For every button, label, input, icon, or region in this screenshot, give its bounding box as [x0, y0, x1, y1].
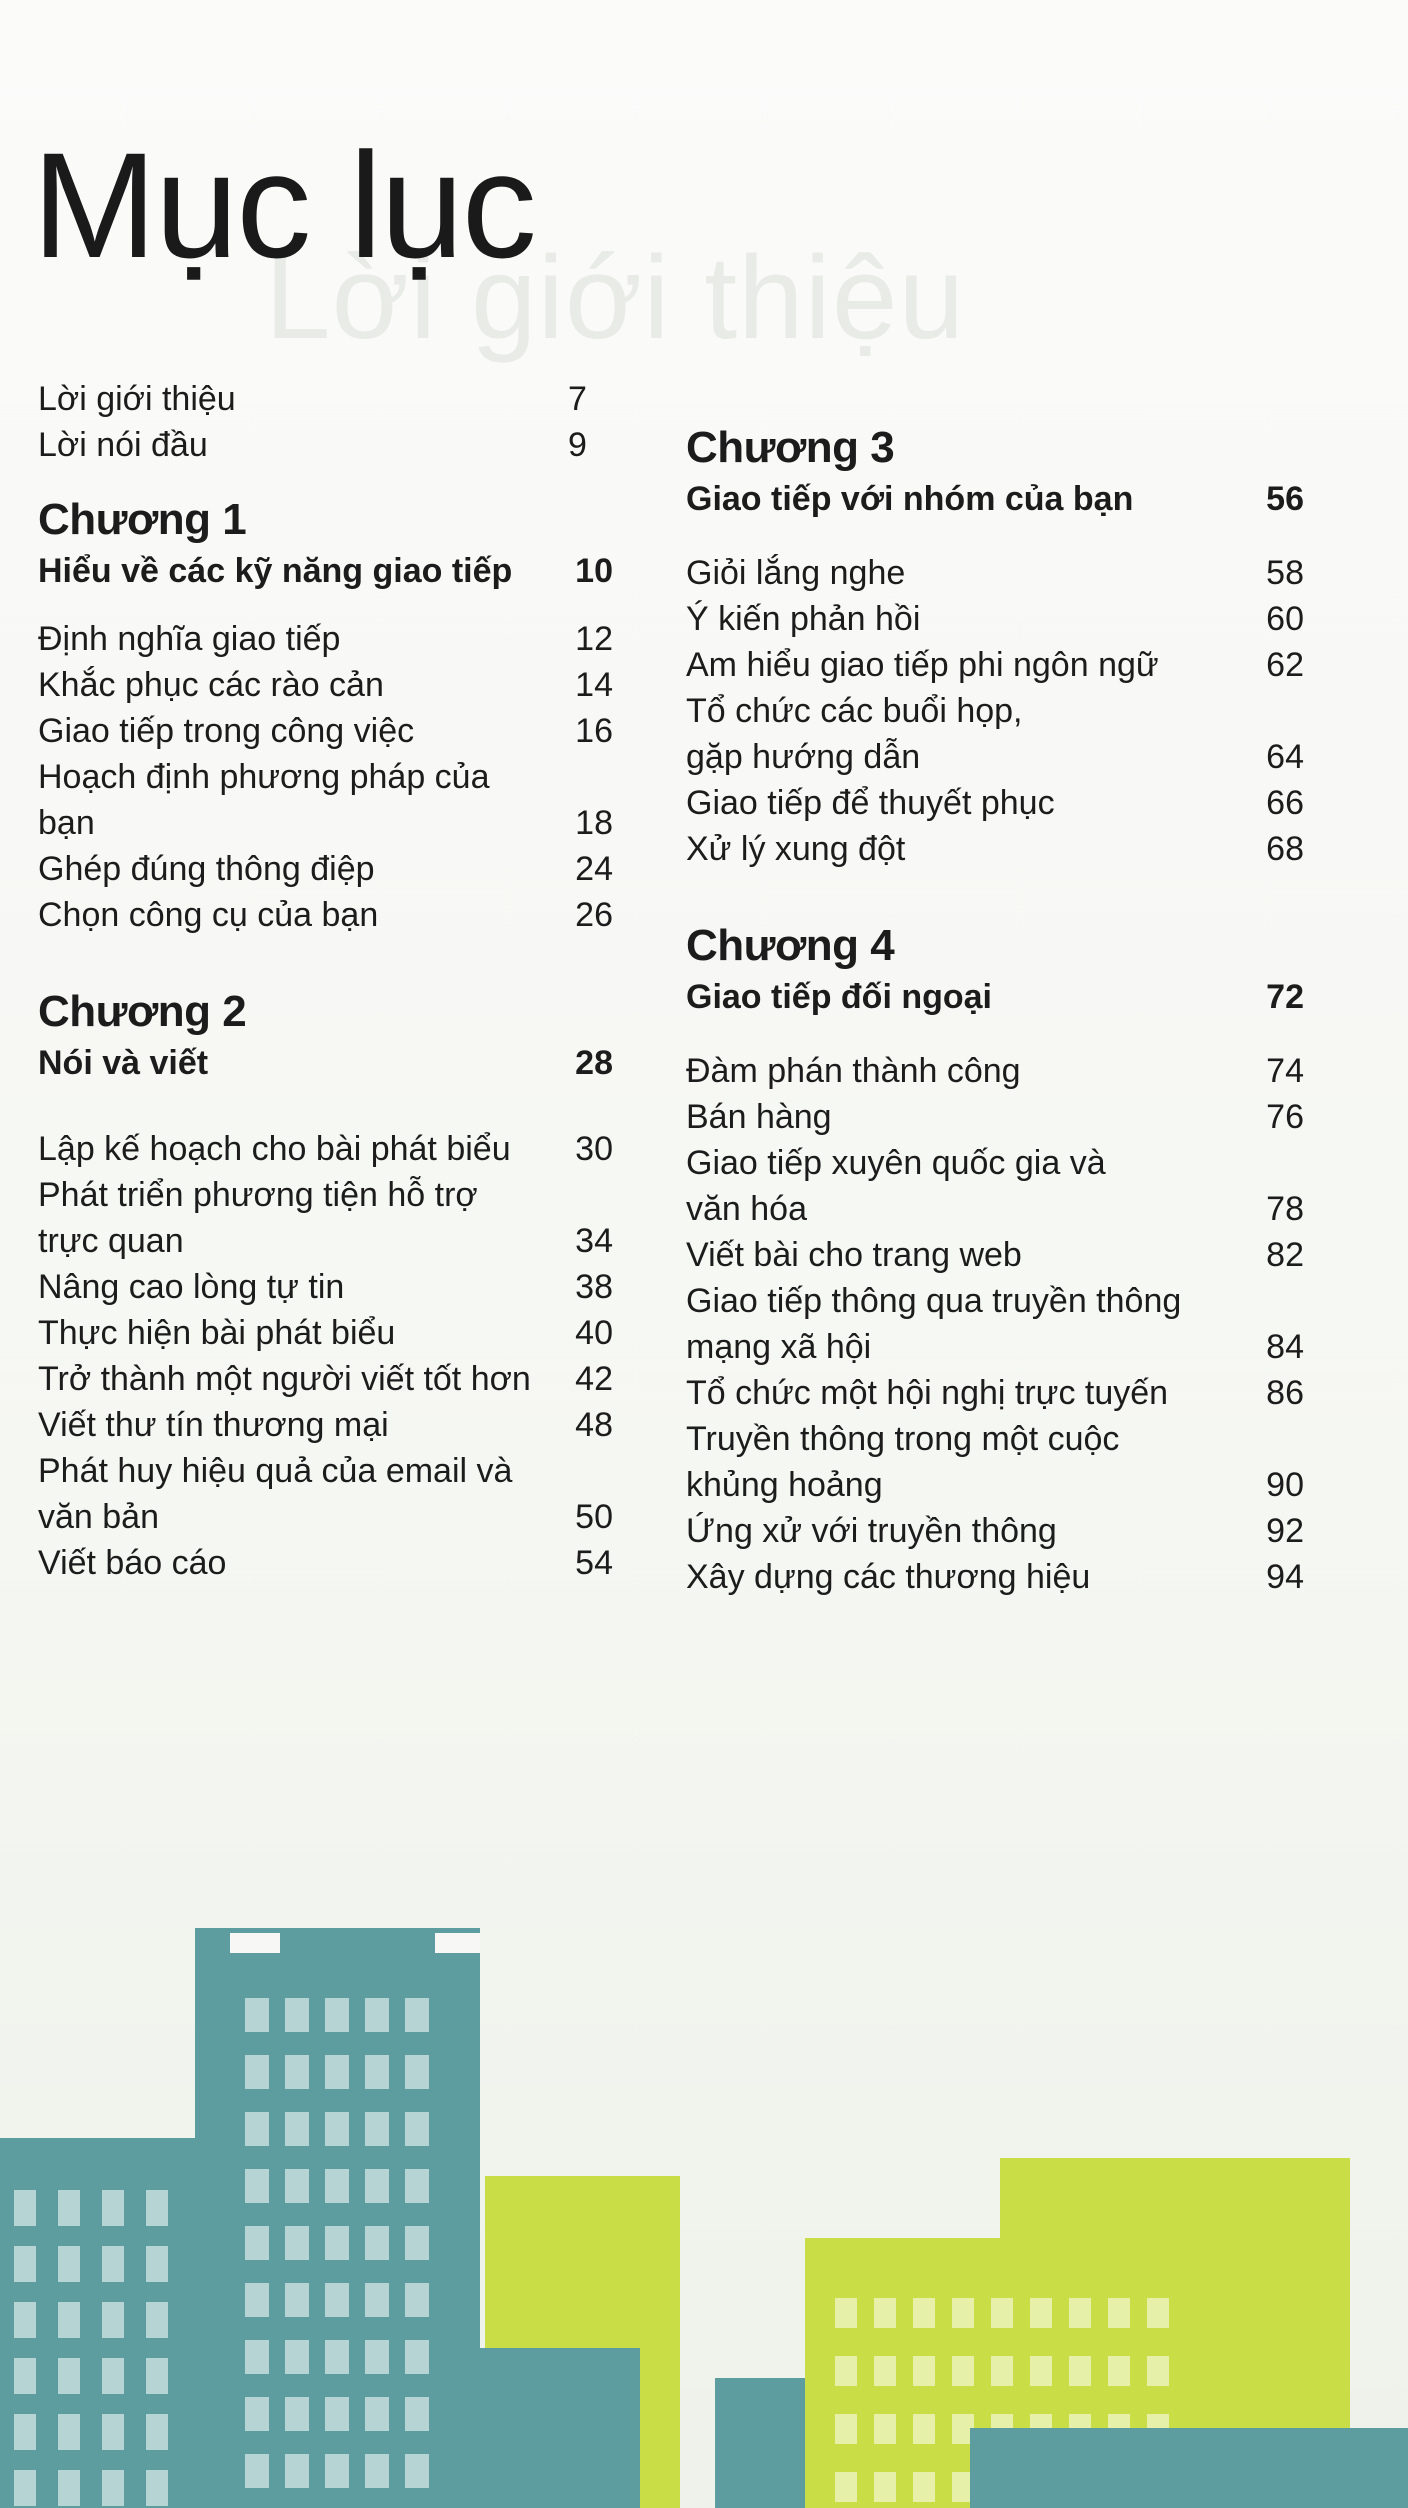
chapter-title-entry[interactable]	[686, 476, 1304, 522]
toc-entry-label: Ứng xử với truyền thông	[686, 1512, 1057, 1550]
window	[1147, 2356, 1169, 2386]
window	[1030, 2356, 1052, 2386]
toc-entry-page: 34	[575, 1222, 613, 1260]
toc-right-column	[686, 420, 1304, 1600]
toc-entry[interactable]	[686, 1416, 1304, 1462]
window	[874, 2298, 896, 2328]
toc-entry[interactable]	[686, 734, 1304, 780]
window	[102, 2358, 124, 2394]
toc-entry-page: 38	[575, 1268, 613, 1306]
toc-entry[interactable]	[686, 1554, 1304, 1600]
window	[913, 2356, 935, 2386]
toc-entry-label: Lời nói đầu	[38, 426, 208, 464]
toc-entry-label: Lời giới thiệu	[38, 380, 236, 418]
toc-entry[interactable]	[38, 892, 613, 938]
toc-entry-page: 42	[575, 1360, 613, 1398]
window	[405, 2283, 429, 2317]
city-skyline-illustration	[0, 1908, 1408, 2508]
chapter-heading: Chương 4	[686, 921, 895, 970]
toc-entry-label: Chọn công cụ của bạn	[38, 896, 379, 934]
toc-entry-label: Giao tiếp trong công việc	[38, 712, 415, 750]
toc-entry[interactable]	[38, 1310, 613, 1356]
toc-entry-label: Tổ chức các buổi họp,	[686, 692, 1023, 730]
window	[405, 1998, 429, 2032]
window	[835, 2298, 857, 2328]
toc-left-column	[38, 376, 613, 1586]
window	[874, 2356, 896, 2386]
toc-entry-label: Thực hiện bài phát biểu	[38, 1314, 396, 1352]
window	[913, 2472, 935, 2502]
toc-entry[interactable]	[38, 754, 613, 846]
window	[245, 2397, 269, 2431]
toc-entry-page: 12	[575, 620, 613, 658]
window	[245, 1998, 269, 2032]
toc-entry[interactable]	[686, 780, 1304, 826]
window	[874, 2472, 896, 2502]
window	[285, 2340, 309, 2374]
window	[325, 2055, 349, 2089]
toc-entry[interactable]	[686, 1370, 1304, 1416]
window	[245, 2283, 269, 2317]
toc-entry-label: Giao tiếp xuyên quốc gia và	[686, 1144, 1106, 1182]
toc-entry-page: 78	[1266, 1190, 1304, 1228]
toc-entry-label: Am hiểu giao tiếp phi ngôn ngữ	[686, 646, 1159, 684]
toc-entry-label: Viết bài cho trang web	[686, 1236, 1022, 1274]
chapter-1	[38, 492, 613, 938]
chapter-4	[686, 918, 1304, 1600]
window	[1108, 2298, 1130, 2328]
window	[952, 2356, 974, 2386]
window	[405, 2112, 429, 2146]
toc-entry-page: 94	[1266, 1558, 1304, 1596]
window	[991, 2356, 1013, 2386]
toc-entry-page: 16	[575, 712, 613, 750]
toc-entry[interactable]	[686, 642, 1304, 688]
toc-entry-label: Trở thành một người viết tốt hơn	[38, 1360, 531, 1398]
window	[365, 2454, 389, 2488]
page-title: Mục lục	[32, 121, 535, 289]
window	[285, 2169, 309, 2203]
chapter-title-page: 28	[575, 1044, 613, 1082]
toc-entry-label: Hoạch định phương pháp của bạn	[38, 758, 490, 842]
window	[285, 2283, 309, 2317]
toc-entry-page: 82	[1266, 1236, 1304, 1274]
window	[102, 2470, 124, 2506]
window	[365, 2397, 389, 2431]
toc-entry-label: gặp hướng dẫn	[686, 738, 921, 776]
toc-entry-label: Nâng cao lòng tự tin	[38, 1268, 345, 1306]
window	[285, 2055, 309, 2089]
window	[835, 2472, 857, 2502]
building-far-left	[0, 2138, 200, 2508]
window	[146, 2470, 168, 2506]
toc-entry-label: Giỏi lắng nghe	[686, 554, 906, 592]
window	[245, 2055, 269, 2089]
window	[1030, 2298, 1052, 2328]
window	[102, 2246, 124, 2282]
toc-entry[interactable]	[38, 662, 613, 708]
toc-entry-page: 48	[575, 1406, 613, 1444]
window	[58, 2302, 80, 2338]
toc-entry-label: Đàm phán thành công	[686, 1052, 1021, 1090]
window	[913, 2414, 935, 2444]
window	[952, 2298, 974, 2328]
chapter-3	[686, 420, 1304, 872]
toc-entry[interactable]	[38, 1494, 613, 1540]
window	[365, 2112, 389, 2146]
toc-entry[interactable]	[686, 1140, 1304, 1186]
toc-entry[interactable]	[686, 1048, 1304, 1094]
toc-entry[interactable]	[38, 422, 613, 468]
toc-entry-page: 62	[1266, 646, 1304, 684]
toc-entry-page: 74	[1266, 1052, 1304, 1090]
toc-entry-label: Viết thư tín thương mại	[38, 1406, 389, 1444]
window	[1069, 2298, 1091, 2328]
toc-entry-page: 92	[1266, 1512, 1304, 1550]
window	[325, 2112, 349, 2146]
toc-entry[interactable]	[686, 1508, 1304, 1554]
window	[405, 2340, 429, 2374]
toc-entry-label: Ý kiến phản hồi	[686, 600, 921, 638]
toc-entry-label: văn hóa	[686, 1190, 807, 1228]
toc-entry-label: Phát huy hiệu quả của email và	[38, 1452, 513, 1490]
window	[913, 2298, 935, 2328]
window	[14, 2358, 36, 2394]
toc-entry[interactable]	[686, 1094, 1304, 1140]
window	[285, 1998, 309, 2032]
toc-entry-page: 68	[1266, 830, 1304, 868]
toc-entry[interactable]	[686, 688, 1304, 734]
ghost-heading-bleedthrough: Lời giới thiệu	[265, 232, 966, 364]
toc-entry[interactable]	[38, 1540, 613, 1586]
toc-entry-page: 40	[575, 1314, 613, 1352]
window	[835, 2414, 857, 2444]
window	[58, 2470, 80, 2506]
toc-entry-page: 9	[568, 426, 587, 464]
window	[325, 2169, 349, 2203]
toc-entry-label: Bán hàng	[686, 1098, 832, 1136]
window	[405, 2226, 429, 2260]
toc-entry-label: Lập kế hoạch cho bài phát biểu	[38, 1130, 511, 1168]
window	[146, 2190, 168, 2226]
building-teal-bottom-right	[970, 2428, 1408, 2508]
window	[245, 2226, 269, 2260]
window	[245, 2454, 269, 2488]
window	[365, 2055, 389, 2089]
toc-entry-page: 54	[575, 1544, 613, 1582]
toc-entry-page: 50	[575, 1498, 613, 1536]
chapter-heading: Chương 3	[686, 423, 895, 472]
toc-entry-page: 24	[575, 850, 613, 888]
window	[245, 2340, 269, 2374]
chapter-title: Giao tiếp đối ngoại	[686, 978, 992, 1016]
toc-entry-label: Khắc phục các rào cản	[38, 666, 384, 704]
toc-entry-page: 84	[1266, 1328, 1304, 1366]
toc-entry-label: Ghép đúng thông điệp	[38, 850, 375, 888]
toc-entry[interactable]	[38, 616, 613, 662]
window	[102, 2302, 124, 2338]
toc-entry[interactable]	[686, 596, 1304, 642]
window	[991, 2298, 1013, 2328]
window	[325, 2226, 349, 2260]
toc-entry-page: 7	[568, 380, 587, 418]
building-tall-left	[195, 1928, 480, 2508]
chapter-heading: Chương 2	[38, 987, 247, 1036]
toc-entry[interactable]	[38, 1264, 613, 1310]
window	[14, 2302, 36, 2338]
window	[1108, 2356, 1130, 2386]
window	[58, 2246, 80, 2282]
toc-entry[interactable]	[686, 1186, 1304, 1232]
toc-entry[interactable]	[686, 1324, 1304, 1370]
window	[146, 2246, 168, 2282]
toc-entry-page: 14	[575, 666, 613, 704]
window	[285, 2112, 309, 2146]
chapter-title-page: 56	[1266, 480, 1304, 518]
window	[58, 2414, 80, 2450]
toc-entry-label: Viết báo cáo	[38, 1544, 227, 1582]
toc-entry[interactable]	[38, 1356, 613, 1402]
window	[146, 2358, 168, 2394]
toc-entry[interactable]	[686, 550, 1304, 596]
toc-entry[interactable]	[38, 1126, 613, 1172]
window	[285, 2226, 309, 2260]
chapter-title-page: 10	[575, 552, 613, 590]
window	[405, 2454, 429, 2488]
chapter-title-page: 72	[1266, 978, 1304, 1016]
toc-entry-label: trực quan	[38, 1222, 184, 1260]
chapter-title: Hiểu về các kỹ năng giao tiếp	[38, 552, 513, 590]
toc-entry[interactable]	[686, 1232, 1304, 1278]
window	[405, 2055, 429, 2089]
chapter-title-entry[interactable]	[38, 1040, 613, 1086]
toc-entry-label: mạng xã hội	[686, 1328, 872, 1366]
toc-entry-label: Xây dựng các thương hiệu	[686, 1558, 1091, 1596]
window	[285, 2454, 309, 2488]
chapter-title: Nói và viết	[38, 1044, 209, 1082]
window	[14, 2414, 36, 2450]
toc-entry[interactable]	[38, 1172, 613, 1218]
toc-entry-label: văn bản	[38, 1498, 159, 1536]
toc-entry[interactable]	[38, 708, 613, 754]
toc-entry-label: Xử lý xung đột	[686, 830, 906, 868]
toc-entry-page: 90	[1266, 1466, 1304, 1504]
toc-entry[interactable]	[686, 1278, 1304, 1324]
toc-entry-label: Định nghĩa giao tiếp	[38, 620, 341, 658]
toc-entry[interactable]	[38, 1402, 613, 1448]
window	[245, 2112, 269, 2146]
window	[325, 1998, 349, 2032]
toc-entry-page: 60	[1266, 600, 1304, 638]
building-narrow-teal	[715, 2378, 805, 2508]
toc-entry-page: 64	[1266, 738, 1304, 776]
window	[14, 2470, 36, 2506]
intro-list	[38, 376, 613, 468]
window	[365, 2283, 389, 2317]
toc-entry[interactable]	[686, 1462, 1304, 1508]
window	[245, 2169, 269, 2203]
chapter-title-entry[interactable]	[686, 974, 1304, 1020]
window	[365, 1998, 389, 2032]
window	[58, 2358, 80, 2394]
toc-entry-label: Truyền thông trong một cuộc	[686, 1420, 1120, 1458]
window	[1147, 2298, 1169, 2328]
window	[325, 2397, 349, 2431]
window	[874, 2414, 896, 2444]
toc-entry-label: Giao tiếp để thuyết phục	[686, 784, 1055, 822]
toc-entry-page: 58	[1266, 554, 1304, 592]
window	[365, 2226, 389, 2260]
toc-entry[interactable]	[38, 1448, 613, 1494]
toc-entry[interactable]	[38, 376, 613, 422]
toc-entry-page: 86	[1266, 1374, 1304, 1412]
window	[1069, 2356, 1091, 2386]
toc-entry[interactable]	[38, 1218, 613, 1264]
chapter-2	[38, 984, 613, 1586]
window	[835, 2356, 857, 2386]
window	[14, 2246, 36, 2282]
window	[58, 2190, 80, 2226]
toc-entry-label: khủng hoảng	[686, 1466, 883, 1504]
window	[146, 2302, 168, 2338]
window	[102, 2414, 124, 2450]
toc-entry-label: Phát triển phương tiện hỗ trợ	[38, 1176, 478, 1214]
building-short-teal	[470, 2348, 640, 2508]
window	[325, 2340, 349, 2374]
toc-entry[interactable]	[686, 826, 1304, 872]
window	[325, 2283, 349, 2317]
toc-entry-page: 30	[575, 1130, 613, 1168]
window	[365, 2169, 389, 2203]
window	[146, 2414, 168, 2450]
chapter-heading: Chương 1	[38, 495, 247, 544]
toc-entry-label: Giao tiếp thông qua truyền thông	[686, 1282, 1182, 1320]
toc-entry-page: 18	[575, 804, 613, 842]
window	[405, 2397, 429, 2431]
window	[405, 2169, 429, 2203]
toc-entry-page: 26	[575, 896, 613, 934]
window	[102, 2190, 124, 2226]
chapter-title: Giao tiếp với nhóm của bạn	[686, 480, 1134, 518]
toc-entry-page: 76	[1266, 1098, 1304, 1136]
window	[14, 2190, 36, 2226]
window	[325, 2454, 349, 2488]
toc-entry-label: Tổ chức một hội nghị trực tuyến	[686, 1374, 1169, 1412]
toc-entry-page: 66	[1266, 784, 1304, 822]
chapter-title-entry[interactable]	[38, 548, 613, 594]
toc-entry[interactable]	[38, 846, 613, 892]
window	[365, 2340, 389, 2374]
window	[285, 2397, 309, 2431]
